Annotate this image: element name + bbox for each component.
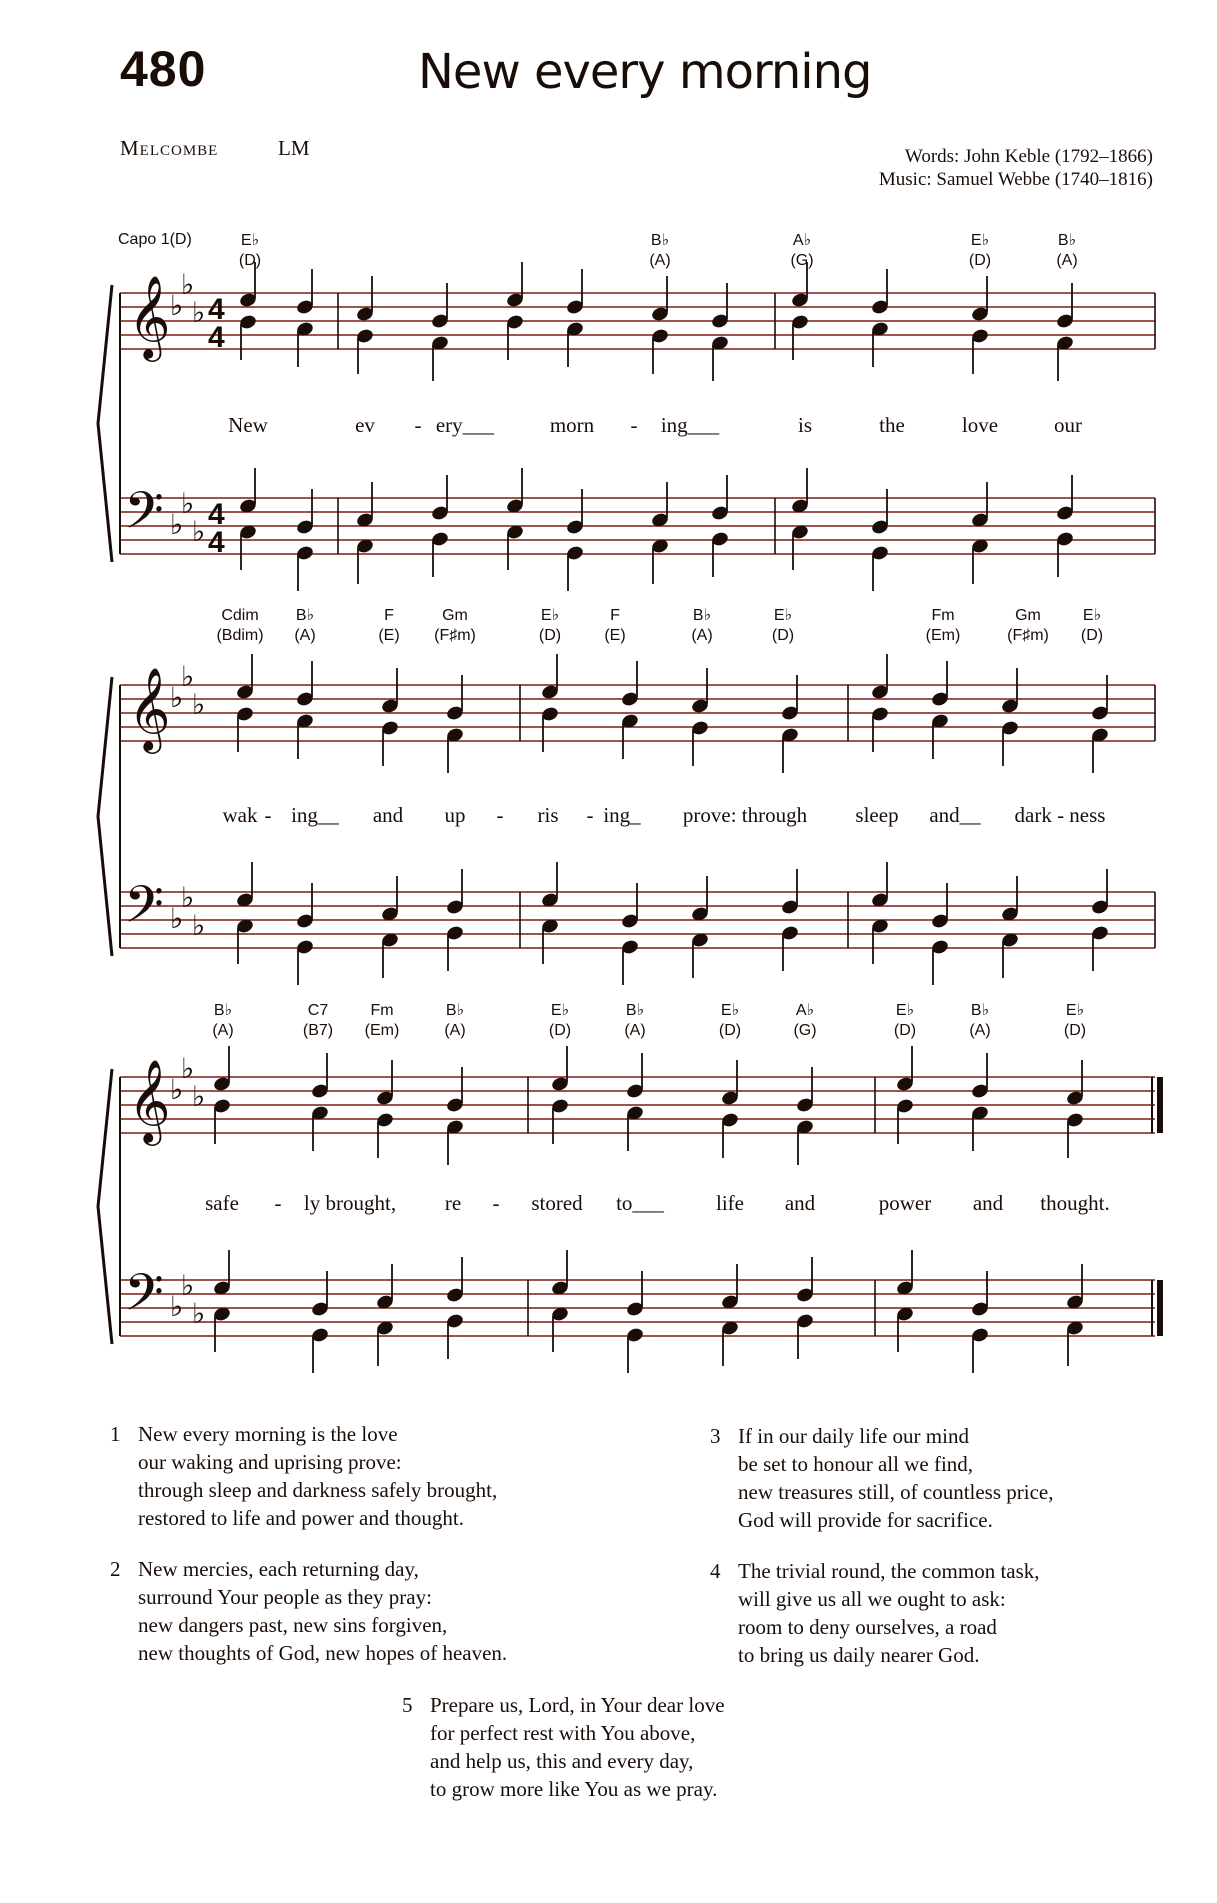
verse-5 — [402, 1691, 882, 1803]
chord-symbol: B♭ — [1057, 232, 1077, 249]
verse-number: 2 — [110, 1557, 121, 1581]
chord-capo-symbol: (A) — [624, 1022, 646, 1039]
hymn-title: New every morning — [418, 44, 872, 100]
key-signature-flat: ♭ — [192, 910, 206, 941]
lyric-syllable: up — [444, 803, 466, 827]
chord-capo-symbol: (D) — [968, 252, 992, 269]
lyric-syllable: ev — [355, 413, 375, 437]
verse-3 — [710, 1422, 1190, 1534]
chord-capo-symbol: (F♯m) — [1007, 627, 1049, 644]
system-brace — [98, 677, 112, 956]
chord-capo-symbol: (F♯m) — [434, 627, 476, 644]
verse-line: our waking and uprising prove: — [138, 1450, 402, 1474]
verse-1 — [110, 1420, 670, 1532]
key-signature-flat: ♭ — [181, 269, 195, 300]
key-signature-flat: ♭ — [181, 661, 195, 692]
lyric-syllable: New — [228, 413, 268, 437]
chord-capo-symbol: (D) — [238, 252, 262, 269]
key-signature-flat: ♭ — [192, 1081, 206, 1112]
chord-capo-symbol: (A) — [969, 1022, 991, 1039]
lyric-syllable: prove: through — [682, 803, 808, 827]
chord-capo-symbol: (A) — [691, 627, 713, 644]
treble-clef: 𝄞 — [128, 669, 171, 749]
key-signature-flat: ♭ — [170, 1074, 184, 1105]
key-signature-flat: ♭ — [170, 682, 184, 713]
verse-line: The trivial round, the common task, — [738, 1559, 1040, 1583]
verse-line: be set to honour all we find, — [738, 1452, 974, 1476]
lyric-syllable: wak — [222, 803, 258, 827]
verse-line: God will provide for sacrifice. — [738, 1508, 993, 1532]
lyric-syllable: life — [716, 1191, 744, 1215]
verse-4 — [710, 1557, 1190, 1669]
key-signature-flat: ♭ — [170, 509, 184, 540]
chord-symbol: E♭ — [1082, 607, 1102, 624]
lyric-syllable: and__ — [929, 803, 981, 827]
chord-symbol: F — [384, 607, 394, 624]
key-signature-flat: ♭ — [170, 903, 184, 934]
lyric-syllable: ing___ — [660, 413, 720, 437]
chord-symbol: A♭ — [795, 1002, 815, 1019]
chord-capo-symbol: (D) — [1080, 627, 1104, 644]
lyric-syllable: thought. — [1040, 1191, 1110, 1215]
lyric-syllable: ly brought, — [303, 1191, 397, 1215]
chord-capo-symbol: (Bdim) — [216, 627, 264, 644]
verse-line: new treasures still, of countless price, — [738, 1480, 1054, 1504]
verse-line: to bring us daily nearer God. — [738, 1643, 980, 1667]
chord-capo-symbol: (A) — [1056, 252, 1078, 269]
chord-symbol: B♭ — [445, 1002, 465, 1019]
tune-name: Melcombe — [120, 136, 219, 160]
chord-symbol: E♭ — [895, 1002, 915, 1019]
chord-capo-symbol: (B7) — [302, 1022, 334, 1039]
chord-symbol: B♭ — [213, 1002, 233, 1019]
lyric-syllable: re — [444, 1191, 462, 1215]
bass-clef: 𝄢 — [124, 1265, 164, 1334]
chord-capo-symbol: (E) — [378, 627, 400, 644]
chord-symbol: E♭ — [540, 607, 560, 624]
lyric-syllable: is — [797, 413, 813, 437]
lyric-syllable: - — [586, 803, 594, 827]
key-signature-flat: ♭ — [181, 488, 195, 519]
key-signature-flat: ♭ — [181, 1270, 195, 1301]
words-credit: Words: John Keble (1792–1866) — [904, 146, 1153, 167]
lyric-syllable: and — [372, 803, 404, 827]
chord-symbol: B♭ — [692, 607, 712, 624]
lyric-syllable: and — [972, 1191, 1004, 1215]
chord-symbol: Fm — [931, 607, 955, 624]
chord-symbol: Fm — [370, 1002, 394, 1019]
chord-symbol: E♭ — [240, 232, 260, 249]
verse-number: 5 — [402, 1693, 413, 1717]
treble-clef: 𝄞 — [128, 277, 171, 357]
time-signature-bottom: 4 — [208, 321, 225, 354]
lyric-syllable: - — [492, 1191, 500, 1215]
chord-capo-symbol: (A) — [212, 1022, 234, 1039]
lyric-syllable: dark - ness — [1014, 803, 1106, 827]
verse-number: 1 — [110, 1422, 121, 1446]
verse-line: If in our daily life our mind — [738, 1424, 969, 1448]
chord-capo-symbol: (Em) — [364, 1022, 400, 1039]
lyric-syllable: - — [414, 413, 422, 437]
verse-line: room to deny ourselves, a road — [738, 1615, 997, 1639]
chord-capo-symbol: (E) — [604, 627, 626, 644]
key-signature-flat: ♭ — [170, 290, 184, 321]
lyric-syllable: morn — [549, 413, 595, 437]
meter: LM — [278, 136, 310, 160]
chord-capo-symbol: (D) — [771, 627, 795, 644]
chord-symbol: Cdim — [221, 607, 259, 624]
lyric-syllable: - — [274, 1191, 282, 1215]
chord-symbol: B♭ — [970, 1002, 990, 1019]
verse-number: 4 — [710, 1559, 721, 1583]
key-signature-flat: ♭ — [181, 882, 195, 913]
system-brace — [98, 1069, 112, 1344]
lyric-syllable: - — [630, 413, 638, 437]
bass-clef: 𝄢 — [124, 483, 164, 552]
lyric-syllable: love — [961, 413, 999, 437]
key-signature-flat: ♭ — [192, 689, 206, 720]
verse-line: and help us, this and every day, — [430, 1749, 694, 1773]
time-signature-bottom: 4 — [208, 526, 225, 559]
verse-line: through sleep and darkness safely brought, — [138, 1478, 498, 1502]
chord-capo-symbol: (D) — [538, 627, 562, 644]
chord-symbol: E♭ — [773, 607, 793, 624]
verse-line: Prepare us, Lord, in Your dear love — [430, 1693, 725, 1717]
capo-label: Capo 1(D) — [118, 231, 192, 248]
time-signature-top: 4 — [208, 293, 225, 326]
chord-capo-symbol: (A) — [649, 252, 671, 269]
key-signature-flat: ♭ — [192, 297, 206, 328]
lyric-syllable: to___ — [616, 1191, 664, 1215]
chord-symbol: B♭ — [295, 607, 315, 624]
lyric-syllable: the — [879, 413, 905, 437]
verse-line: New mercies, each returning day, — [138, 1557, 419, 1581]
chord-capo-symbol: (G) — [790, 252, 814, 269]
lyric-syllable: - — [264, 803, 272, 827]
key-signature-flat: ♭ — [192, 516, 206, 547]
verse-2 — [110, 1555, 670, 1667]
chord-capo-symbol: (Em) — [925, 627, 961, 644]
chord-symbol: Gm — [1015, 607, 1041, 624]
lyric-syllable: - — [496, 803, 504, 827]
time-signature-top: 4 — [208, 498, 225, 531]
lyric-syllable: ery___ — [435, 413, 495, 437]
chord-capo-symbol: (D) — [718, 1022, 742, 1039]
chord-symbol: E♭ — [970, 232, 990, 249]
lyric-syllable: power — [878, 1191, 932, 1215]
music-credit: Music: Samuel Webbe (1740–1816) — [878, 169, 1153, 190]
chord-capo-symbol: (A) — [294, 627, 316, 644]
chord-symbol: F — [610, 607, 620, 624]
verse-line: new dangers past, new sins forgiven, — [138, 1613, 448, 1637]
hymn-number: 480 — [120, 41, 207, 97]
lyric-syllable: ing__ — [291, 803, 339, 827]
lyric-syllable: safe — [205, 1191, 239, 1215]
lyric-syllable: ris — [537, 803, 559, 827]
lyric-syllable: our — [1054, 413, 1082, 437]
verse-line: for perfect rest with You above, — [430, 1721, 696, 1745]
bass-clef: 𝄢 — [124, 877, 164, 946]
system-brace — [98, 285, 112, 562]
verse-line: to grow more like You as we pray. — [430, 1777, 718, 1801]
verse-line: new thoughts of God, new hopes of heaven. — [138, 1641, 508, 1665]
chord-symbol: E♭ — [720, 1002, 740, 1019]
chord-capo-symbol: (D) — [893, 1022, 917, 1039]
key-signature-flat: ♭ — [181, 1053, 195, 1084]
treble-clef: 𝄞 — [128, 1061, 171, 1141]
chord-capo-symbol: (A) — [444, 1022, 466, 1039]
verse-line: New every morning is the love — [138, 1422, 398, 1446]
chord-capo-symbol: (G) — [793, 1022, 817, 1039]
verse-line: restored to life and power and thought. — [138, 1506, 464, 1530]
chord-symbol: E♭ — [1065, 1002, 1085, 1019]
chord-symbol: B♭ — [650, 232, 670, 249]
chord-capo-symbol: (D) — [1063, 1022, 1087, 1039]
lyric-syllable: ing_ — [603, 803, 641, 827]
verse-number: 3 — [710, 1424, 721, 1448]
chord-symbol: E♭ — [550, 1002, 570, 1019]
chord-symbol: Gm — [442, 607, 468, 624]
lyric-syllable: and — [784, 1191, 816, 1215]
lyric-syllable: sleep — [855, 803, 899, 827]
chord-symbol: A♭ — [792, 232, 812, 249]
verse-line: surround Your people as they pray: — [138, 1585, 432, 1609]
key-signature-flat: ♭ — [192, 1298, 206, 1329]
chord-symbol: B♭ — [625, 1002, 645, 1019]
chord-capo-symbol: (D) — [548, 1022, 572, 1039]
lyric-syllable: stored — [531, 1191, 583, 1215]
chord-symbol: C7 — [307, 1002, 329, 1019]
key-signature-flat: ♭ — [170, 1291, 184, 1322]
verse-line: will give us all we ought to ask: — [738, 1587, 1006, 1611]
